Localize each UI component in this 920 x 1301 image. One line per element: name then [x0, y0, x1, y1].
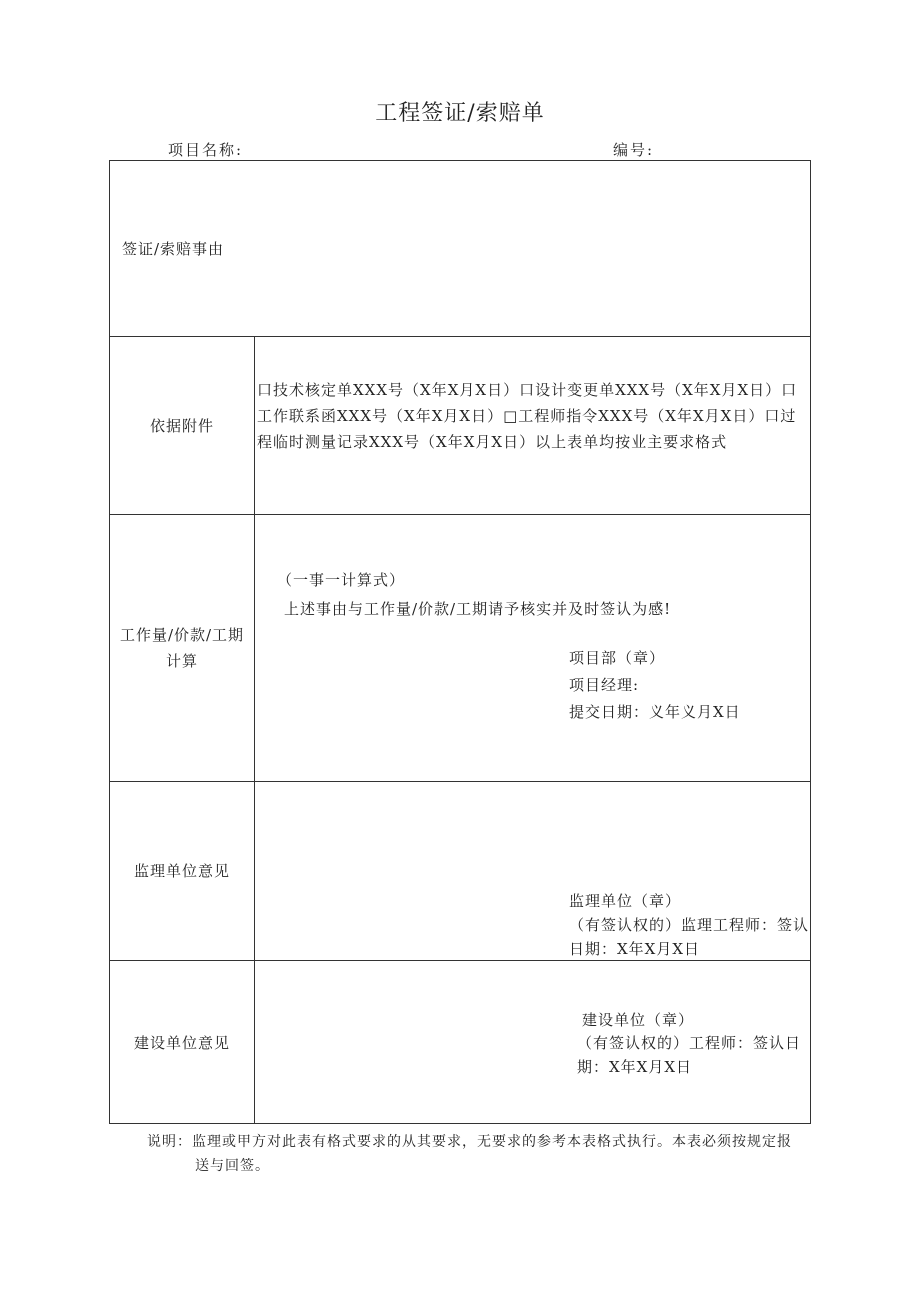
supervisor-label: 监理单位意见 [133, 862, 230, 880]
submit-date: 提交日期：义年义月X日 [569, 703, 741, 721]
note-line-2: 送与回签。 [195, 1158, 270, 1174]
form-note [147, 1130, 811, 1178]
project-manager: 项目经理: [569, 676, 640, 694]
owner-unit-stamp: 建设单位（章） [582, 1011, 695, 1029]
supervisor-unit-stamp: 监理单位（章） [569, 892, 682, 910]
form-title: 工程签证/索赔单 [375, 101, 545, 126]
project-dept-stamp: 项目部（章） [569, 649, 666, 667]
row-owner [110, 960, 810, 1124]
calc-request: 上述事由与工作量/价款/工期请予核实并及时签认为感! [284, 600, 672, 618]
basis-text: 口技术核定单XXX号（X年X月X日）口设计变更单XXX号（X年X月X日）口工作联系函XXX号（X年X月X日）□工程师指令XXX号（X年X月X日）口过程临时测量记录XXX号（X年X月X日）以上表单均按业主要求格式 [257, 381, 798, 451]
calc-label: 工作量/价款/工期计算 [119, 626, 245, 670]
note-line-1: 说明：监理或甲方对此表有格式要求的从其要求，无要求的参考本表格式执行。本表必须按规定报 [147, 1134, 792, 1150]
owner-label: 建设单位意见 [133, 1033, 230, 1052]
owner-content[interactable] [254, 961, 810, 1124]
row-reason [110, 161, 810, 336]
basis-content[interactable] [254, 337, 810, 514]
owner-sign: （有签认权的）工程师：签认日期：X年X月X日 [577, 1034, 802, 1076]
row-supervisor [110, 781, 810, 960]
project-name-label: 项目名称: [168, 141, 244, 159]
reason-label: 签证/索赔事由 [122, 240, 225, 258]
supervisor-sign: （有签认权的）监理工程师：签认日期：X年X月X日 [569, 916, 810, 958]
row-calc [110, 514, 810, 781]
calc-formula: （一事一计算式） [277, 571, 406, 589]
basis-label: 依据附件 [149, 416, 214, 435]
calc-content[interactable] [254, 515, 810, 781]
row-basis [110, 336, 810, 514]
number-label: 编号: [613, 141, 655, 159]
supervisor-content[interactable] [254, 782, 810, 960]
claim-form-table [109, 160, 811, 1124]
